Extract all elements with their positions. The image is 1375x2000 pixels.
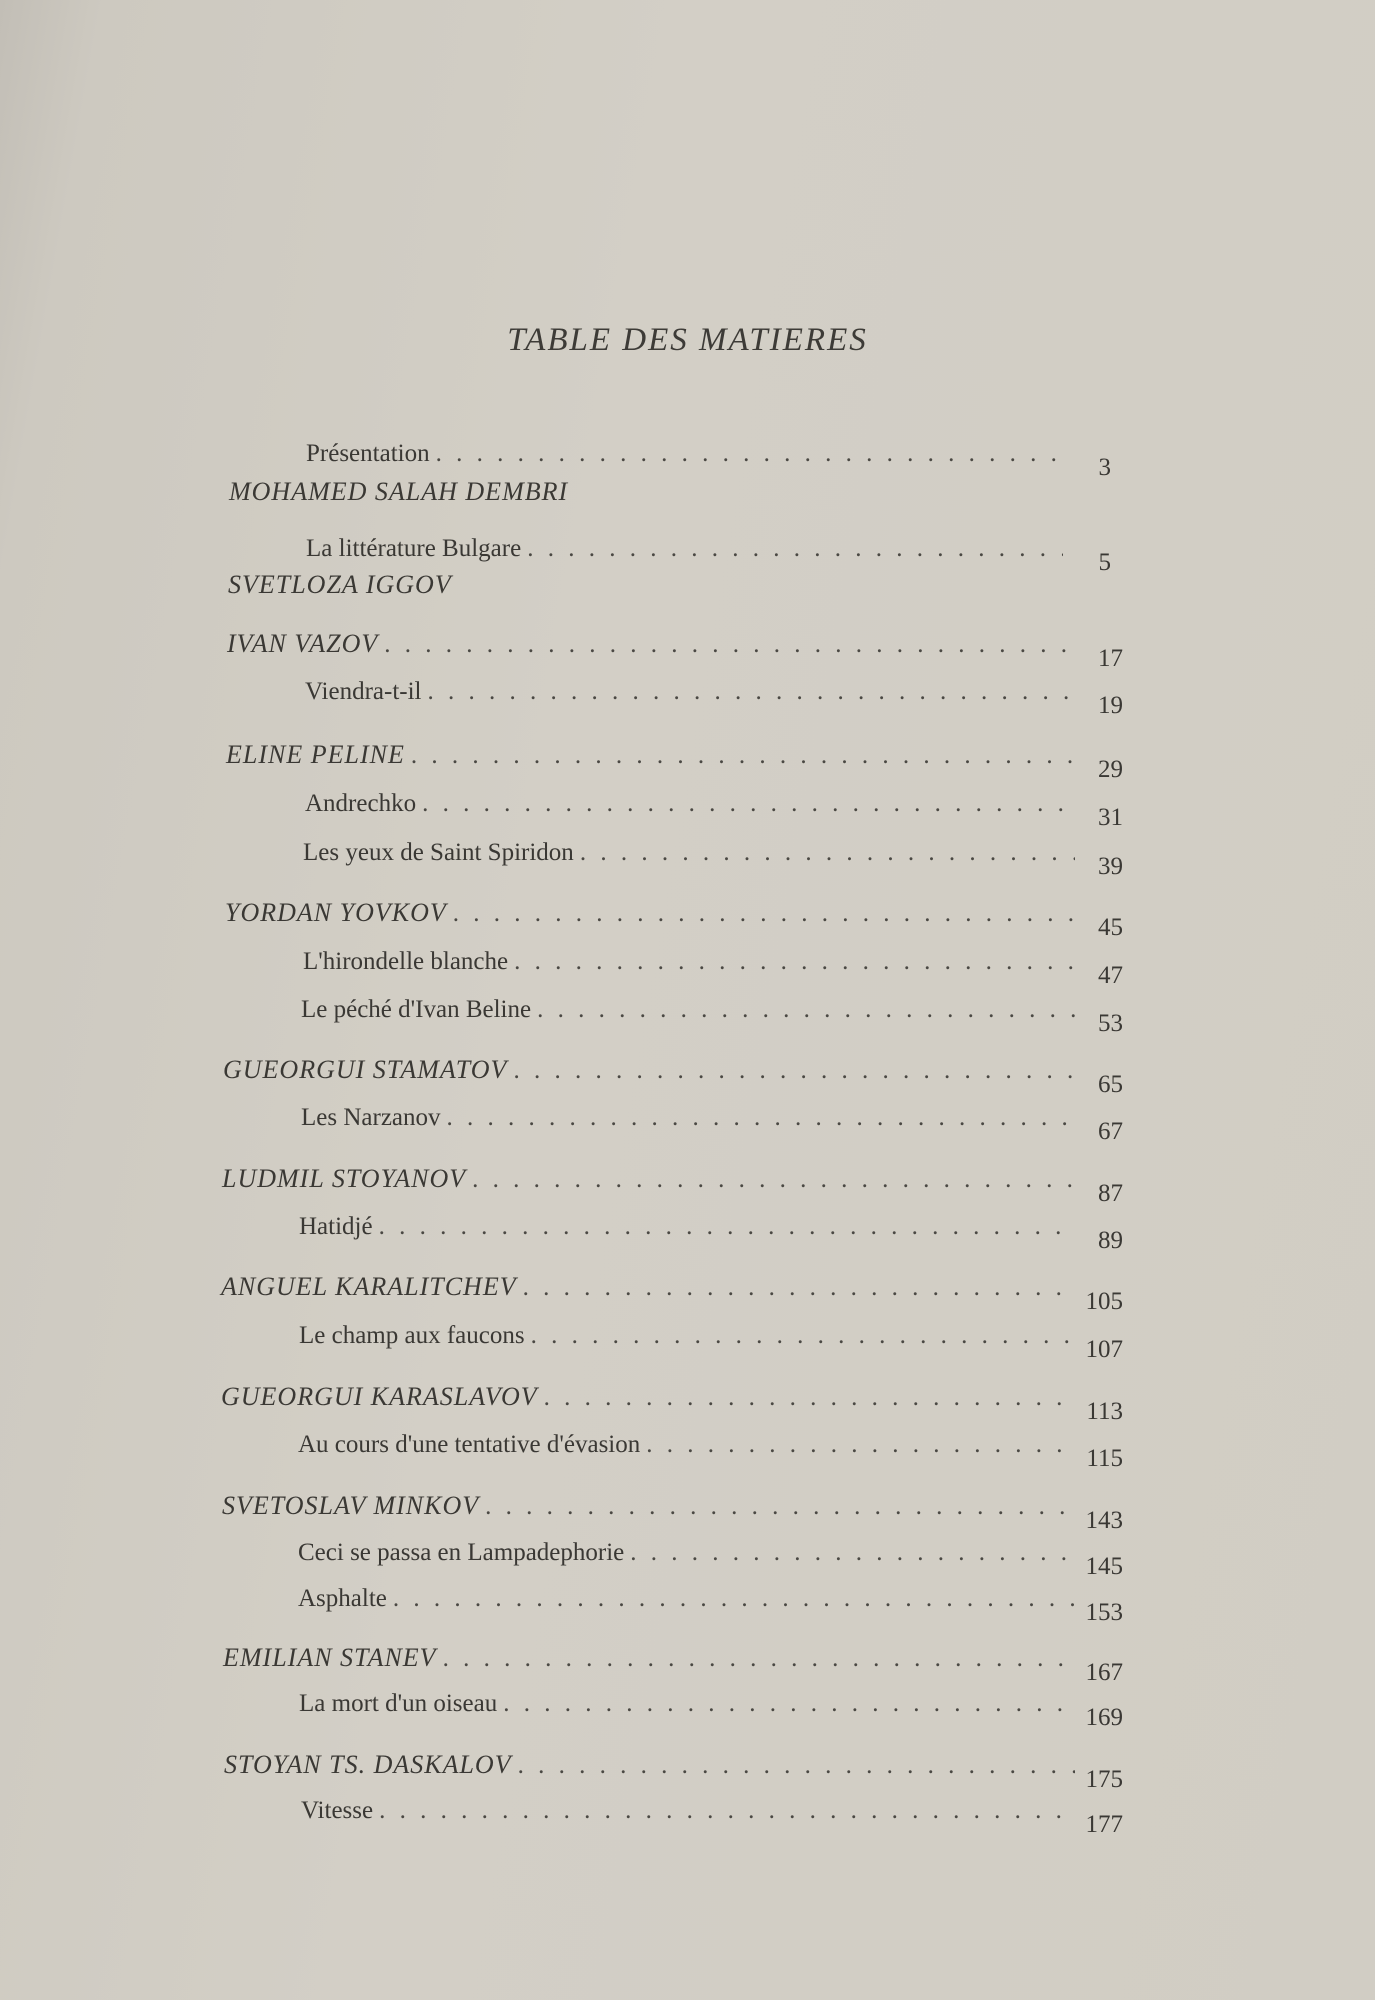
- toc-entry-title: Le champ aux faucons: [299, 1322, 525, 1349]
- toc-entry[interactable]: [306, 535, 1111, 576]
- toc-entry-title: Ceci se passa en Lampadephorie: [298, 1539, 625, 1566]
- toc-entry-page: 53: [1098, 1010, 1123, 1037]
- leader-dots: [379, 1213, 1075, 1241]
- toc-entry-title: L'hirondelle blanche: [303, 948, 509, 975]
- toc-entry[interactable]: [224, 1750, 1123, 1793]
- toc-entry-page: 167: [1085, 1659, 1123, 1686]
- toc-credit: MOHAMED SALAH DEMBRI: [229, 477, 569, 506]
- toc-entry[interactable]: [301, 996, 1123, 1037]
- toc-entry-page: 19: [1098, 692, 1123, 719]
- toc-entry-author: IVAN VAZOV: [227, 629, 379, 658]
- toc-entry-title: La mort d'un oiseau: [299, 1690, 498, 1717]
- toc-entry-page: 143: [1085, 1507, 1123, 1534]
- toc-entry-author: GUEORGUI KARASLAVOV: [221, 1382, 538, 1411]
- toc-entry-title: Présentation: [306, 440, 430, 467]
- toc-title: TABLE DES MATIERES: [507, 322, 868, 358]
- leader-dots: [411, 742, 1075, 770]
- toc-entry-page: 67: [1098, 1118, 1123, 1145]
- toc-entry-page: 39: [1098, 853, 1123, 880]
- leader-dots: [503, 1690, 1075, 1718]
- leader-dots: [384, 631, 1075, 659]
- leader-dots: [447, 1104, 1075, 1132]
- toc-entry-page: 17: [1098, 645, 1123, 672]
- leader-dots: [544, 1384, 1075, 1412]
- toc-entry[interactable]: [221, 1382, 1123, 1425]
- toc-entry-title: Au cours d'une tentative d'évasion: [298, 1431, 641, 1458]
- toc-entry-page: 5: [1098, 549, 1111, 576]
- toc-entry-title: Andrechko: [305, 790, 417, 817]
- leader-dots: [646, 1431, 1075, 1459]
- toc-entry-title: Les yeux de Saint Spiridon: [303, 839, 574, 866]
- toc-entry[interactable]: [299, 1213, 1123, 1254]
- toc-entry-page: 89: [1098, 1227, 1123, 1254]
- toc-entry[interactable]: [298, 1585, 1123, 1626]
- leader-dots: [485, 1493, 1075, 1521]
- leader-dots: [527, 535, 1063, 563]
- toc-entry-page: 153: [1085, 1599, 1123, 1626]
- toc-entry-author: LUDMIL STOYANOV: [222, 1164, 467, 1193]
- toc-entry-page: 3: [1098, 454, 1111, 481]
- toc-entry-page: 115: [1086, 1445, 1123, 1472]
- leader-dots: [393, 1585, 1075, 1613]
- leader-dots: [422, 790, 1075, 818]
- toc-entry[interactable]: [303, 839, 1123, 880]
- toc-entry-page: 107: [1085, 1336, 1123, 1363]
- leader-dots: [580, 839, 1075, 867]
- leader-dots: [379, 1797, 1075, 1825]
- toc-entry[interactable]: [299, 1690, 1123, 1731]
- toc-entry-author: GUEORGUI STAMATOV: [223, 1055, 508, 1084]
- toc-entry-page: 177: [1085, 1811, 1123, 1838]
- toc-entry[interactable]: [301, 1797, 1123, 1838]
- toc-entry[interactable]: [298, 1539, 1123, 1580]
- toc-entry[interactable]: [306, 440, 1111, 481]
- leader-dots: [453, 900, 1075, 928]
- toc-entry[interactable]: [225, 898, 1123, 941]
- toc-entry[interactable]: [305, 790, 1123, 831]
- toc-entry[interactable]: [298, 1431, 1123, 1472]
- toc-credit: SVETLOZA IGGOV: [228, 570, 452, 599]
- toc-entry-page: 29: [1098, 756, 1123, 783]
- toc-entry-title: Viendra-t-il: [305, 678, 422, 705]
- leader-dots: [518, 1752, 1075, 1780]
- toc-entry-page: 87: [1098, 1180, 1123, 1207]
- toc-entry-title: Les Narzanov: [301, 1104, 441, 1131]
- leader-dots: [436, 440, 1063, 468]
- toc-entry-author: YORDAN YOVKOV: [225, 898, 447, 927]
- toc-entry-page: 47: [1098, 962, 1123, 989]
- toc-entry[interactable]: [222, 1164, 1123, 1207]
- toc-entry[interactable]: [303, 948, 1123, 989]
- toc-entry[interactable]: [226, 740, 1123, 783]
- toc-entry[interactable]: [305, 678, 1123, 719]
- toc-entry-page: 65: [1098, 1071, 1123, 1098]
- leader-dots: [443, 1645, 1075, 1673]
- leader-dots: [428, 678, 1075, 706]
- toc-entry[interactable]: [223, 1643, 1123, 1686]
- toc-entry[interactable]: [223, 1055, 1123, 1098]
- toc-entry[interactable]: [301, 1104, 1123, 1145]
- leader-dots: [472, 1166, 1075, 1194]
- toc-entry-author: SVETOSLAV MINKOV: [222, 1491, 480, 1520]
- toc-entry-author: ELINE PELINE: [226, 740, 405, 769]
- toc-entry-title: La littérature Bulgare: [306, 535, 522, 562]
- toc-entry-page: 113: [1086, 1398, 1123, 1425]
- leader-dots: [523, 1274, 1075, 1302]
- toc-entry-title: Le péché d'Ivan Beline: [301, 996, 532, 1023]
- toc-entry-page: 31: [1098, 804, 1123, 831]
- toc-entry-page: 169: [1085, 1704, 1123, 1731]
- leader-dots: [630, 1539, 1075, 1567]
- toc-entry-title: Asphalte: [298, 1585, 387, 1612]
- toc-entry-author: EMILIAN STANEV: [223, 1643, 437, 1672]
- toc-entry-author: ANGUEL KARALITCHEV: [221, 1272, 517, 1301]
- toc-entry[interactable]: [227, 629, 1123, 672]
- toc-entry[interactable]: [222, 1491, 1123, 1534]
- toc-entry[interactable]: [221, 1272, 1123, 1315]
- toc-entry[interactable]: [299, 1322, 1123, 1363]
- toc-entry-page: 45: [1098, 914, 1123, 941]
- leader-dots: [537, 996, 1075, 1024]
- leader-dots: [514, 948, 1075, 976]
- toc-entry-title: Hatidjé: [299, 1213, 373, 1240]
- toc-entry-title: Vitesse: [301, 1797, 374, 1824]
- leader-dots: [513, 1057, 1075, 1085]
- toc-entry-page: 105: [1085, 1288, 1123, 1315]
- toc-entry-page: 145: [1085, 1553, 1123, 1580]
- toc-entry-author: STOYAN TS. DASKALOV: [224, 1750, 512, 1779]
- leader-dots: [531, 1322, 1075, 1350]
- toc-entry-page: 175: [1085, 1766, 1123, 1793]
